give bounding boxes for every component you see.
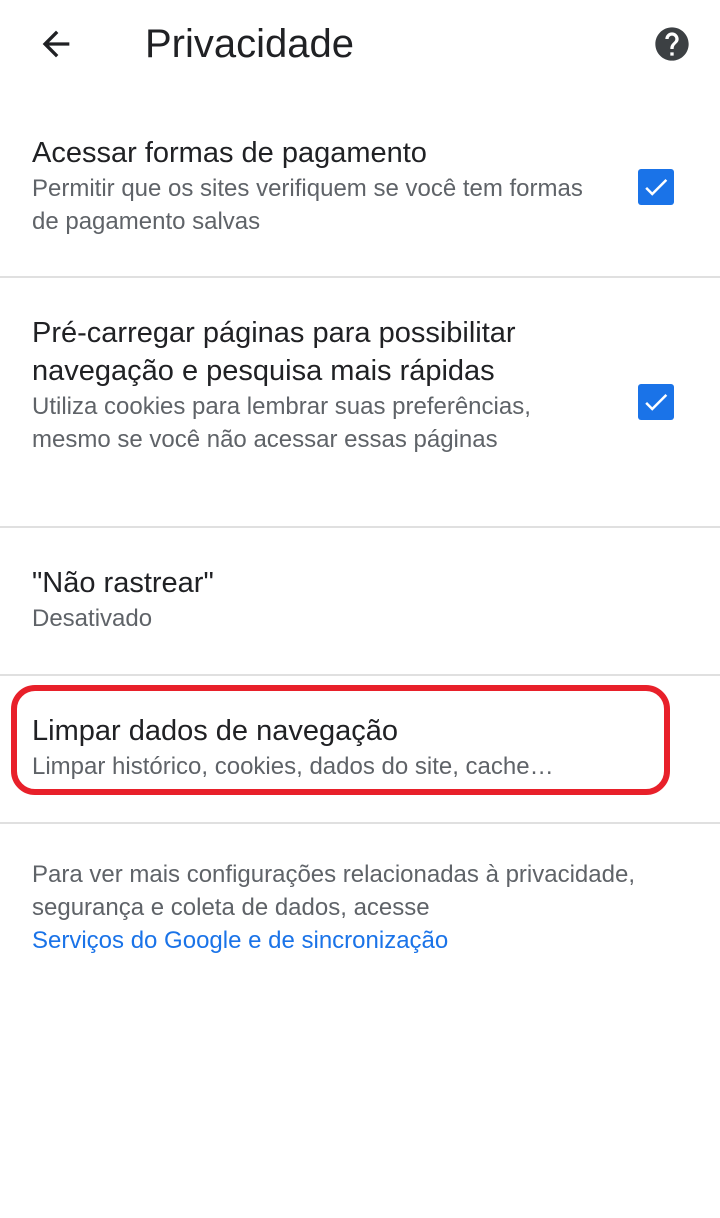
setting-preload-pages[interactable]: [0, 278, 720, 526]
arrow-back-icon: [36, 24, 76, 64]
check-icon: [641, 387, 671, 417]
setting-subtitle: Utiliza cookies para lembrar suas preferências, mesmo se você não acessar essas páginas: [32, 393, 531, 453]
help-circle-icon: [652, 24, 692, 64]
footer-info: [32, 858, 692, 957]
google-sync-services-link[interactable]: Serviços do Google e de sincronização: [32, 927, 449, 954]
setting-subtitle: Desativado: [32, 605, 153, 632]
divider: [0, 822, 720, 824]
setting-title: Pré-carregar páginas para possibilitar navegação e pesquisa mais rápidas: [32, 317, 516, 387]
check-icon: [641, 172, 671, 202]
setting-title: Acessar formas de pagamento: [32, 137, 427, 169]
setting-clear-browsing-data[interactable]: [0, 676, 720, 822]
help-button[interactable]: [642, 14, 702, 74]
page-title: Privacidade: [145, 22, 355, 66]
setting-subtitle: Permitir que os sites verifiquem se você tem formas de pagamento salvas: [32, 175, 583, 235]
preload-pages-checkbox[interactable]: [638, 384, 674, 420]
setting-subtitle: Limpar histórico, cookies, dados do site, cache…: [32, 753, 554, 780]
setting-title: "Não rastrear": [32, 567, 214, 599]
app-bar: [0, 0, 720, 88]
setting-title: Limpar dados de navegação: [32, 715, 398, 747]
setting-do-not-track[interactable]: [0, 528, 720, 674]
footer-text: Para ver mais configurações relacionadas à privacidade, segurança e coleta de dados, acesse: [32, 861, 635, 921]
payment-methods-checkbox[interactable]: [638, 169, 674, 205]
back-button[interactable]: [26, 14, 86, 74]
setting-payment-methods[interactable]: [0, 100, 720, 276]
